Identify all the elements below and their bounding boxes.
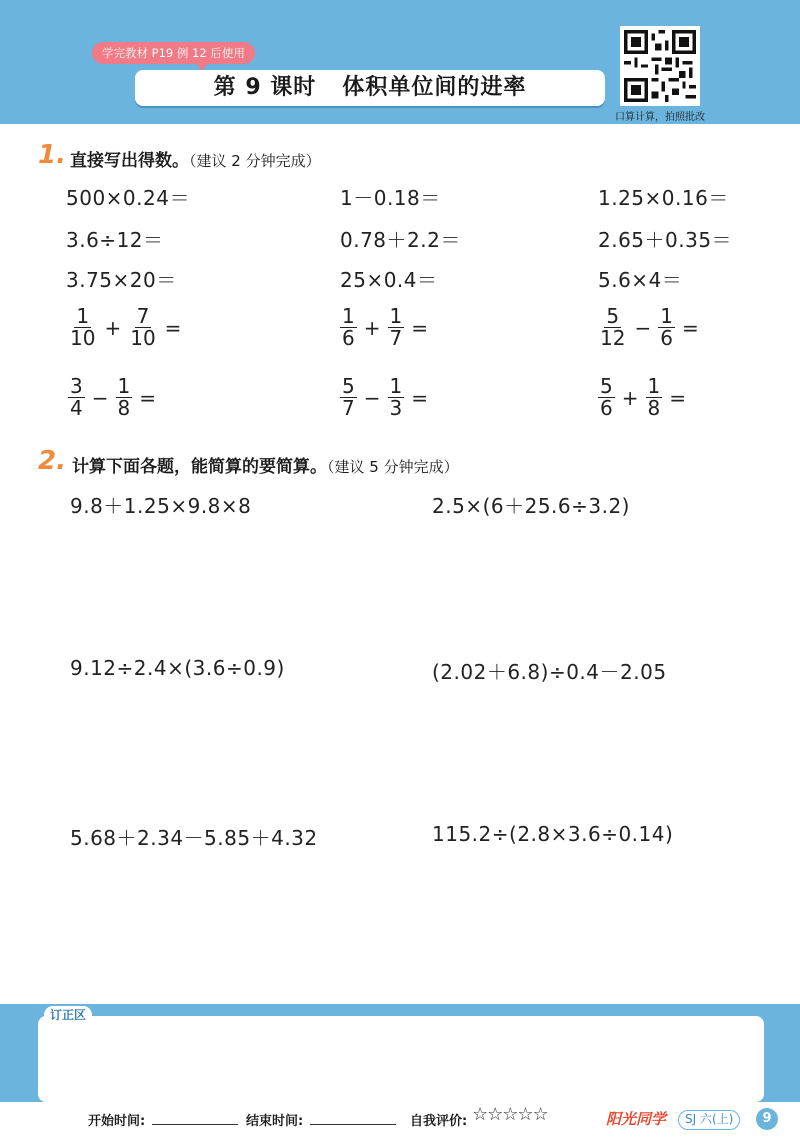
calc-expr-3: 9.12÷2.4×(3.6÷0.9) — [70, 656, 285, 680]
calc-expr-1: 9.8＋1.25×9.8×8 — [70, 494, 252, 518]
fraction: $\frac{1}{8}$ — [647, 374, 661, 420]
fraction: $\frac{5}{12}$ — [600, 304, 626, 350]
brand-logo: 阳光同学 — [606, 1110, 667, 1128]
oral-expr-2: 1－0.18＝ — [340, 186, 441, 210]
fraction: $\frac{1}{8}$ — [117, 374, 131, 420]
correction-label: 订正区 — [44, 1006, 92, 1024]
section-2-number: 2. — [38, 446, 66, 476]
calc-expr-6: 115.2÷(2.8×3.6÷0.14) — [432, 822, 674, 846]
fraction: $\frac{1}{6}$ — [342, 304, 355, 350]
calc-expr-2: 2.5×(6＋25.6÷3.2) — [432, 494, 630, 518]
oral-expr-3: 1.25×0.16＝ — [598, 186, 729, 210]
usage-tag: 学完教材 P19 例 12 后使用 — [92, 42, 255, 64]
fraction-expr-6: $\frac{5}{6}$ + $\frac{1}{8}$ = — [600, 374, 686, 420]
start-time-label: 开始时间: — [88, 1114, 146, 1129]
fraction: $\frac{3}{4}$ — [70, 374, 83, 420]
self-eval-label: 自我评价: — [410, 1114, 468, 1129]
oral-expr-1: 500×0.24＝ — [66, 186, 190, 210]
fraction: $\frac{5}{6}$ — [600, 374, 613, 420]
section-1-hint: （建议 2 分钟完成） — [189, 152, 321, 170]
fraction-expr-1: $\frac{1}{10}$ + $\frac{7}{10}$ = — [70, 304, 182, 350]
fraction: $\frac{1}{6}$ — [660, 304, 673, 350]
fraction: $\frac{1}{3}$ — [389, 374, 403, 420]
fraction-expr-2: $\frac{1}{6}$ + $\frac{1}{7}$ = — [342, 304, 428, 350]
correction-area[interactable] — [38, 1016, 764, 1102]
lesson-number: 第 9 课时 — [213, 75, 317, 100]
oral-expr-5: 0.78＋2.2＝ — [340, 228, 461, 252]
end-time-label: 结束时间: — [246, 1114, 304, 1129]
grade-badge: SJ 六(上) — [678, 1110, 740, 1130]
oral-expr-6: 2.65＋0.35＝ — [598, 228, 733, 252]
section-1-title — [70, 146, 321, 171]
fraction-expr-3: $\frac{5}{12}$ − $\frac{1}{6}$ = — [600, 304, 699, 350]
oral-expr-8: 25×0.4＝ — [340, 268, 438, 292]
fraction: $\frac{1}{10}$ — [70, 304, 96, 350]
fraction: $\frac{1}{7}$ — [389, 304, 403, 350]
calc-expr-4: (2.02＋6.8)÷0.4－2.05 — [432, 660, 667, 684]
start-time-line[interactable] — [152, 1124, 238, 1125]
qr-code-icon[interactable] — [620, 26, 700, 106]
rating-stars-icon[interactable]: ☆☆☆☆☆ — [472, 1104, 548, 1125]
section-2-hint: （建议 5 分钟完成） — [327, 458, 459, 476]
fraction-expr-5: $\frac{5}{7}$ − $\frac{1}{3}$ = — [342, 374, 428, 420]
section-2-title — [72, 452, 459, 477]
page-number: 9 — [756, 1108, 778, 1130]
oral-expr-7: 3.75×20＝ — [66, 268, 177, 292]
section-1-title-text: 直接写出得数。 — [70, 151, 189, 171]
section-1-number: 1. — [38, 140, 66, 170]
end-time-line[interactable] — [310, 1124, 396, 1125]
page-title — [135, 70, 605, 106]
lesson-title: 体积单位间的进率 — [342, 75, 527, 100]
oral-expr-4: 3.6÷12＝ — [66, 228, 164, 252]
oral-expr-9: 5.6×4＝ — [598, 268, 683, 292]
calc-expr-5: 5.68＋2.34－5.85＋4.32 — [70, 826, 318, 850]
section-2-title-text: 计算下面各题，能简算的要简算。 — [72, 457, 327, 477]
fraction: $\frac{7}{10}$ — [130, 304, 156, 350]
fraction: $\frac{5}{7}$ — [342, 374, 355, 420]
qr-caption: 口算计算，拍照批改 — [615, 112, 705, 123]
fraction-expr-4: $\frac{3}{4}$ − $\frac{1}{8}$ = — [70, 374, 156, 420]
